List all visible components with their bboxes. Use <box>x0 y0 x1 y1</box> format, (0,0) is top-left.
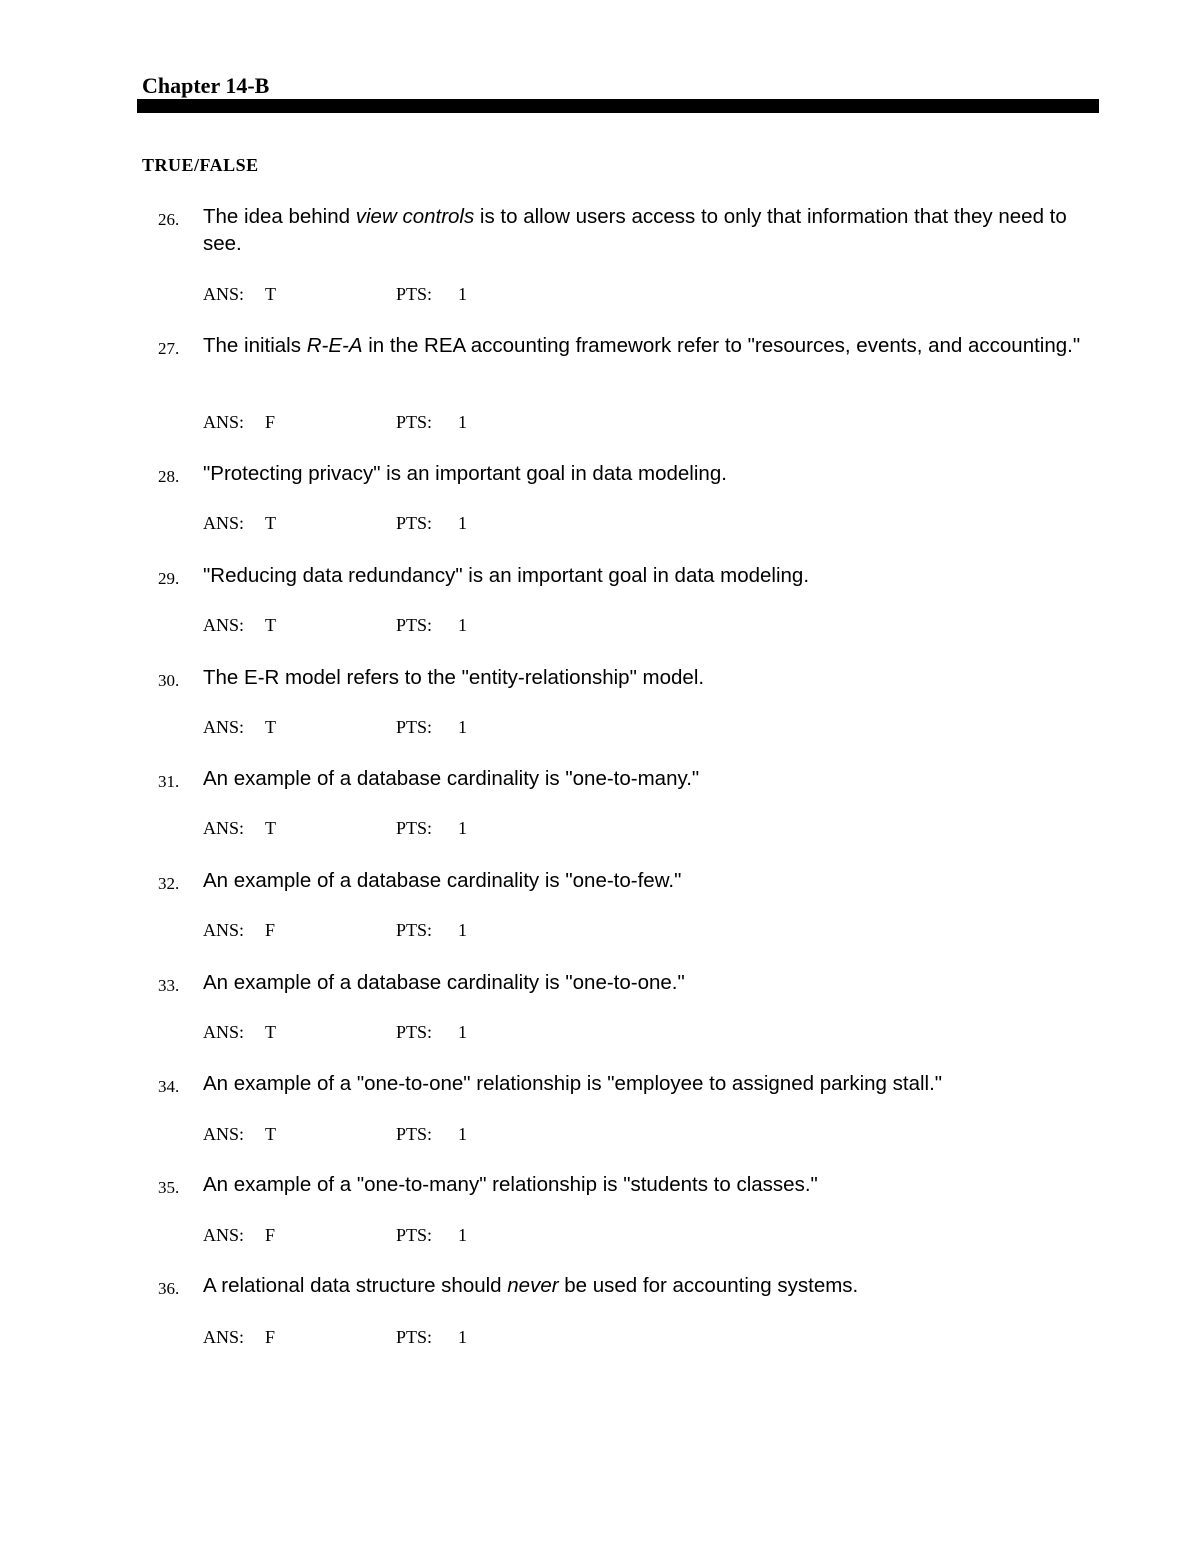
answer-label: ANS: <box>203 1327 245 1347</box>
points-value: 1 <box>458 1022 467 1042</box>
points-value: 1 <box>458 412 467 432</box>
answer-value: T <box>265 615 276 635</box>
question-text <box>203 1171 1093 1198</box>
points-label: PTS: <box>396 920 433 940</box>
question-number: 31. <box>158 772 180 791</box>
question-text <box>203 1272 1093 1299</box>
question-number: 33. <box>158 976 180 995</box>
question-text <box>203 562 1093 589</box>
question-text-segment: The initials <box>203 334 307 357</box>
answer-value: T <box>265 513 276 533</box>
title-rule <box>137 99 1099 113</box>
answer-value: T <box>265 1022 276 1042</box>
question-text-segment: A relational data structure should <box>203 1274 508 1297</box>
question-text-segment: An example of a database cardinality is "one-to-many." <box>203 767 700 790</box>
points-value: 1 <box>458 1225 467 1245</box>
points-label: PTS: <box>396 1022 433 1042</box>
question-number: 36. <box>158 1279 180 1298</box>
answer-value: T <box>265 717 276 737</box>
points-value: 1 <box>458 513 467 533</box>
question-text <box>203 332 1093 359</box>
question-number: 35. <box>158 1178 180 1197</box>
chapter-title: Chapter 14-B <box>142 73 270 98</box>
points-label: PTS: <box>396 615 433 635</box>
answer-label: ANS: <box>203 920 245 940</box>
points-label: PTS: <box>396 1327 433 1347</box>
question-number: 30. <box>158 671 180 690</box>
question-text-emphasis: R-E-A <box>306 334 363 357</box>
answer-label: ANS: <box>203 513 245 533</box>
question-text-segment: An example of a "one-to-many" relationship is "students to classes." <box>203 1173 818 1196</box>
answer-label: ANS: <box>203 717 245 737</box>
points-label: PTS: <box>396 1124 433 1144</box>
answer-label: ANS: <box>203 412 245 432</box>
answer-label: ANS: <box>203 1124 245 1144</box>
question-text-segment: be used for accounting systems. <box>558 1274 859 1297</box>
answer-label: ANS: <box>203 818 245 838</box>
question-text <box>203 460 1093 487</box>
points-label: PTS: <box>396 412 433 432</box>
question-text-segment: The E-R model refers to the "entity-relationship" model. <box>203 666 705 689</box>
points-label: PTS: <box>396 284 433 304</box>
answer-value: T <box>265 1124 276 1144</box>
answer-value: F <box>265 1327 276 1347</box>
points-label: PTS: <box>396 513 433 533</box>
question-text-segment: An example of a "one-to-one" relationship is "employee to assigned parking stall." <box>203 1072 943 1095</box>
question-number: 28. <box>158 467 180 486</box>
question-text-segment: The idea behind <box>203 205 356 228</box>
answer-label: ANS: <box>203 615 245 635</box>
answer-value: T <box>265 284 276 304</box>
answer-value: F <box>265 1225 276 1245</box>
question-text-segment: "Reducing data redundancy" is an important goal in data modeling. <box>203 564 810 587</box>
points-value: 1 <box>458 1327 467 1347</box>
points-value: 1 <box>458 920 467 940</box>
question-text <box>203 969 1093 996</box>
question-number: 34. <box>158 1077 180 1096</box>
question-number: 26. <box>158 210 180 229</box>
question-text-segment: in the REA accounting framework refer to "resources, events, and accounting." <box>362 334 1081 357</box>
question-text-segment: An example of a database cardinality is "one-to-one." <box>203 971 685 994</box>
points-value: 1 <box>458 1124 467 1144</box>
question-text <box>203 1070 1093 1097</box>
question-text-segment: is to allow users access to only that information that they need to see. <box>203 205 1067 255</box>
question-text-emphasis: view controls <box>355 205 475 228</box>
question-text <box>203 664 1093 691</box>
question-number: 29. <box>158 569 180 588</box>
question-text-segment: "Protecting privacy" is an important goal in data modeling. <box>203 462 727 485</box>
answer-value: F <box>265 412 276 432</box>
points-label: PTS: <box>396 818 433 838</box>
points-label: PTS: <box>396 717 433 737</box>
question-number: 32. <box>158 874 180 893</box>
question-text-emphasis: never <box>507 1274 559 1297</box>
question-text <box>203 765 1093 792</box>
section-heading: TRUE/FALSE <box>142 155 259 175</box>
points-value: 1 <box>458 615 467 635</box>
points-value: 1 <box>458 717 467 737</box>
answer-label: ANS: <box>203 1225 245 1245</box>
answer-label: ANS: <box>203 284 245 304</box>
points-label: PTS: <box>396 1225 433 1245</box>
points-value: 1 <box>458 284 467 304</box>
question-number: 27. <box>158 339 180 358</box>
question-text-segment: An example of a database cardinality is "one-to-few." <box>203 869 682 892</box>
answer-value: T <box>265 818 276 838</box>
answer-label: ANS: <box>203 1022 245 1042</box>
answer-value: F <box>265 920 276 940</box>
points-value: 1 <box>458 818 467 838</box>
question-text <box>203 867 1093 894</box>
question-text <box>203 203 1093 257</box>
